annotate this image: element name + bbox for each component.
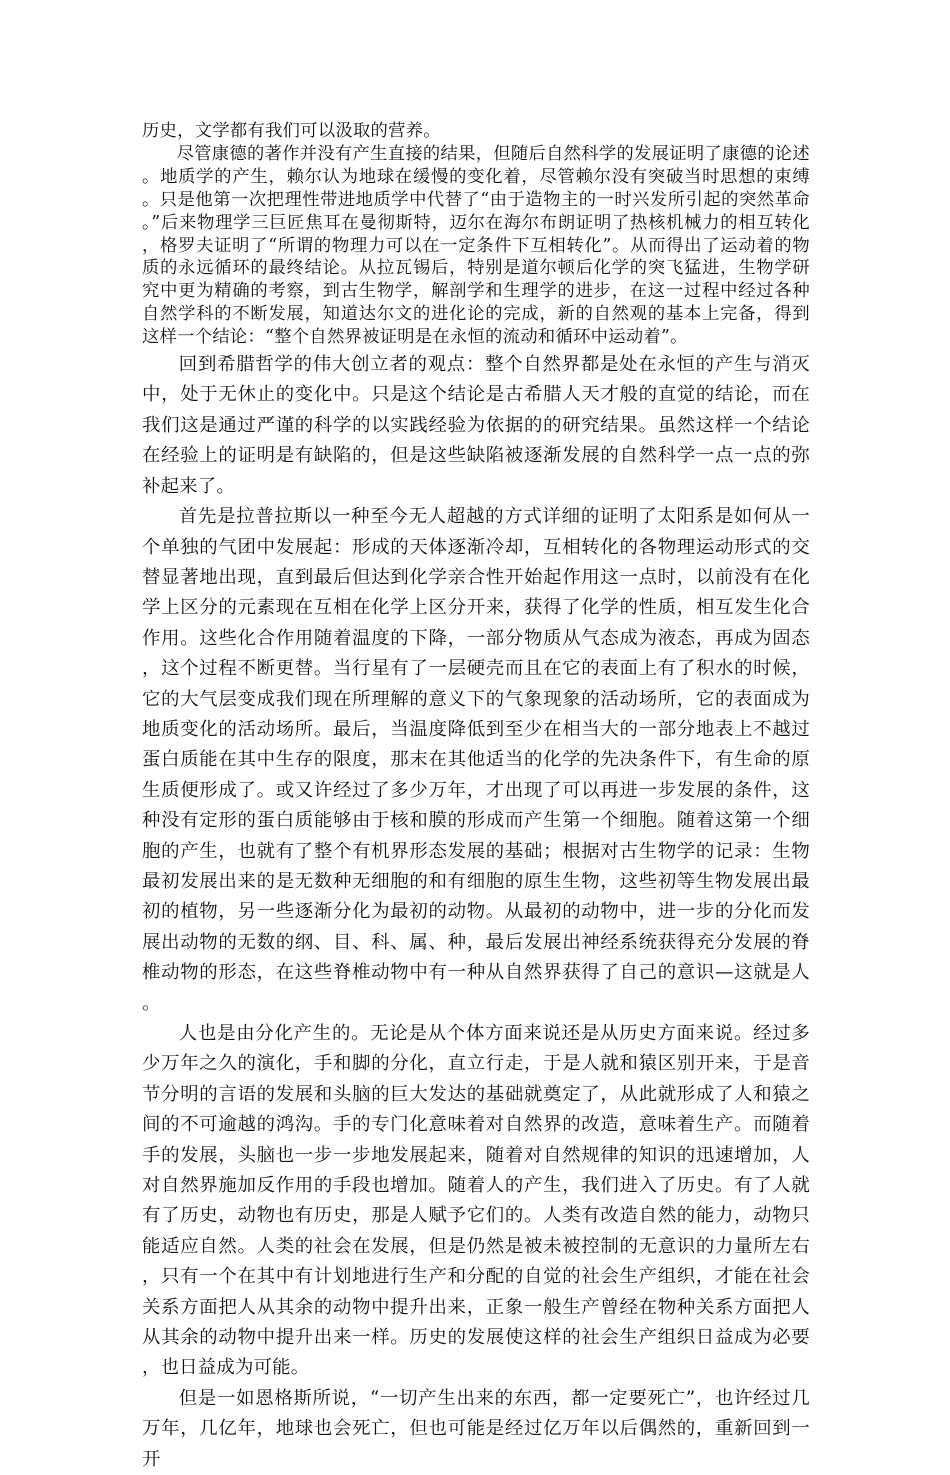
paragraph-laplace-solar-system: 首先是拉普拉斯以一种至今无人超越的方式详细的证明了太阳系是如何从一个单独的气团中发展起：形成的天体逐渐冷却，互相转化的各物理运动形式的交替显著地出现，直到最后但达到化学亲合性开始起作用这一点时，以前没有在化学上区分的元素现在互相在化学上区分开来，获得了化学的性质，相互发生化合作用。这些化合作用随着温度的下降，一部分物质从气态成为液态，再成为固态，这个过程不断更替。当行星有了一层硬壳而且在它的表面上有了积水的时候，它的大气层变成我们现在所理解的意义下的气象现象的活动场所，它的表面成为地质变化的活动场所。最后，当温度降低到至少在相当大的一部分地表上不越过蛋白质能在其中生存的限度，那末在其他适当的化学的先决条件下，有生命的原生质便形成了。或又许经过了多少万年，才出现了可以再进一步发展的条件，这种没有定形的蛋白质能够由于核和膜的形成而产生第一个细胞。随着这第一个细胞的产生，也就有了整个有机界形态发展的基础；根据对古生物学的记录：生物最初发展出来的是无数种无细胞的和有细胞的原生生物，这些初等生物发展出最初的植物，另一些逐渐分化为最初的动物。从最初的动物中，进一步的分化而发展出动物的无数的纲、目、科、属、种，最后发展出神经系统获得充分发展的脊椎动物的形态，在这些脊椎动物中有一种从自然界获得了自己的意识—这就是人。	[142, 506, 810, 1014]
document-page	[142, 120, 810, 1475]
paragraph-greek-philosophy: 回到希腊哲学的伟大创立者的观点：整个自然界都是处在永恒的产生与消灭中，处于无休止的变化中。只是这个结论是古希腊人天才般的直觉的结论，而在我们这是通过严谨的科学的以实践经验为依据的的研究结果。虽然这样一个结论在经验上的证明是有缺陷的，但是这些缺陷被逐渐发展的自然科学一点一点的弥补起来了。	[142, 354, 810, 497]
paragraph-continuation: 历史，文学都有我们可以汲取的营养。	[142, 121, 441, 141]
paragraph-engels-quote: 但是一如恩格斯所说，“一切产生出来的东西，都一定要死亡”，也许经过几万年，几亿年，地球也会死亡，但也可能是经过亿万年以后偶然的，重新回到一开	[142, 1387, 810, 1470]
paragraph-human-differentiation: 人也是由分化产生的。无论是从个体方面来说还是从历史方面来说。经过多少万年之久的演化，手和脚的分化，直立行走，于是人就和猿区别开来，于是音节分明的言语的发展和头脑的巨大发达的基础就奠定了，从此就形成了人和猿之间的不可逾越的鸿沟。手的专门化意味着对自然界的改造，意味着生产。而随着手的发展，头脑也一步一步地发展起来，随着对自然规律的知识的迅速增加，人对自然界施加反作用的手段也增加。随着人的产生，我们进入了历史。有了人就有了历史，动物也有历史，那是人赋予它们的。人类有改造自然的能力，动物只能适应自然。人类的社会在发展，但是仍然是被未被控制的无意识的力量所左右，只有一个在其中有计划地进行生产和分配的自觉的社会生产组织，才能在社会关系方面把人从其余的动物中提升出来，正象一般生产曾经在物种关系方面把人从其余的动物中提升出来一样。历史的发展使这样的社会生产组织日益成为必要，也日益成为可能。	[142, 1023, 810, 1379]
paragraph-kant-geology: 尽管康德的著作并没有产生直接的结果，但随后自然科学的发展证明了康德的论述。地质学的产生，赖尔认为地球在缓慢的变化着，尽管赖尔没有突破当时思想的束缚。只是他第一次把理性带进地质学中代替了“由于造物主的一时兴发所引起的突然革命。”后来物理学三巨匠焦耳在曼彻斯特，迈尔在海尔布朗证明了热核机械力的相互转化，格罗夫证明了“所谓的物理力可以在一定条件下互相转化”。从而得出了运动着的物质的永远循环的最终结论。从拉瓦锡后，特别是道尔顿后化学的突飞猛进，生物学研究中更为精确的考察，到古生物学，解剖学和生理学的进步，在这一过程中经过各种自然学科的不断发展，知道达尔文的进化论的完成，新的自然观的基本上完备，得到这样一个结论：“整个自然界被证明是在永恒的流动和循环中运动着”。	[142, 143, 810, 348]
